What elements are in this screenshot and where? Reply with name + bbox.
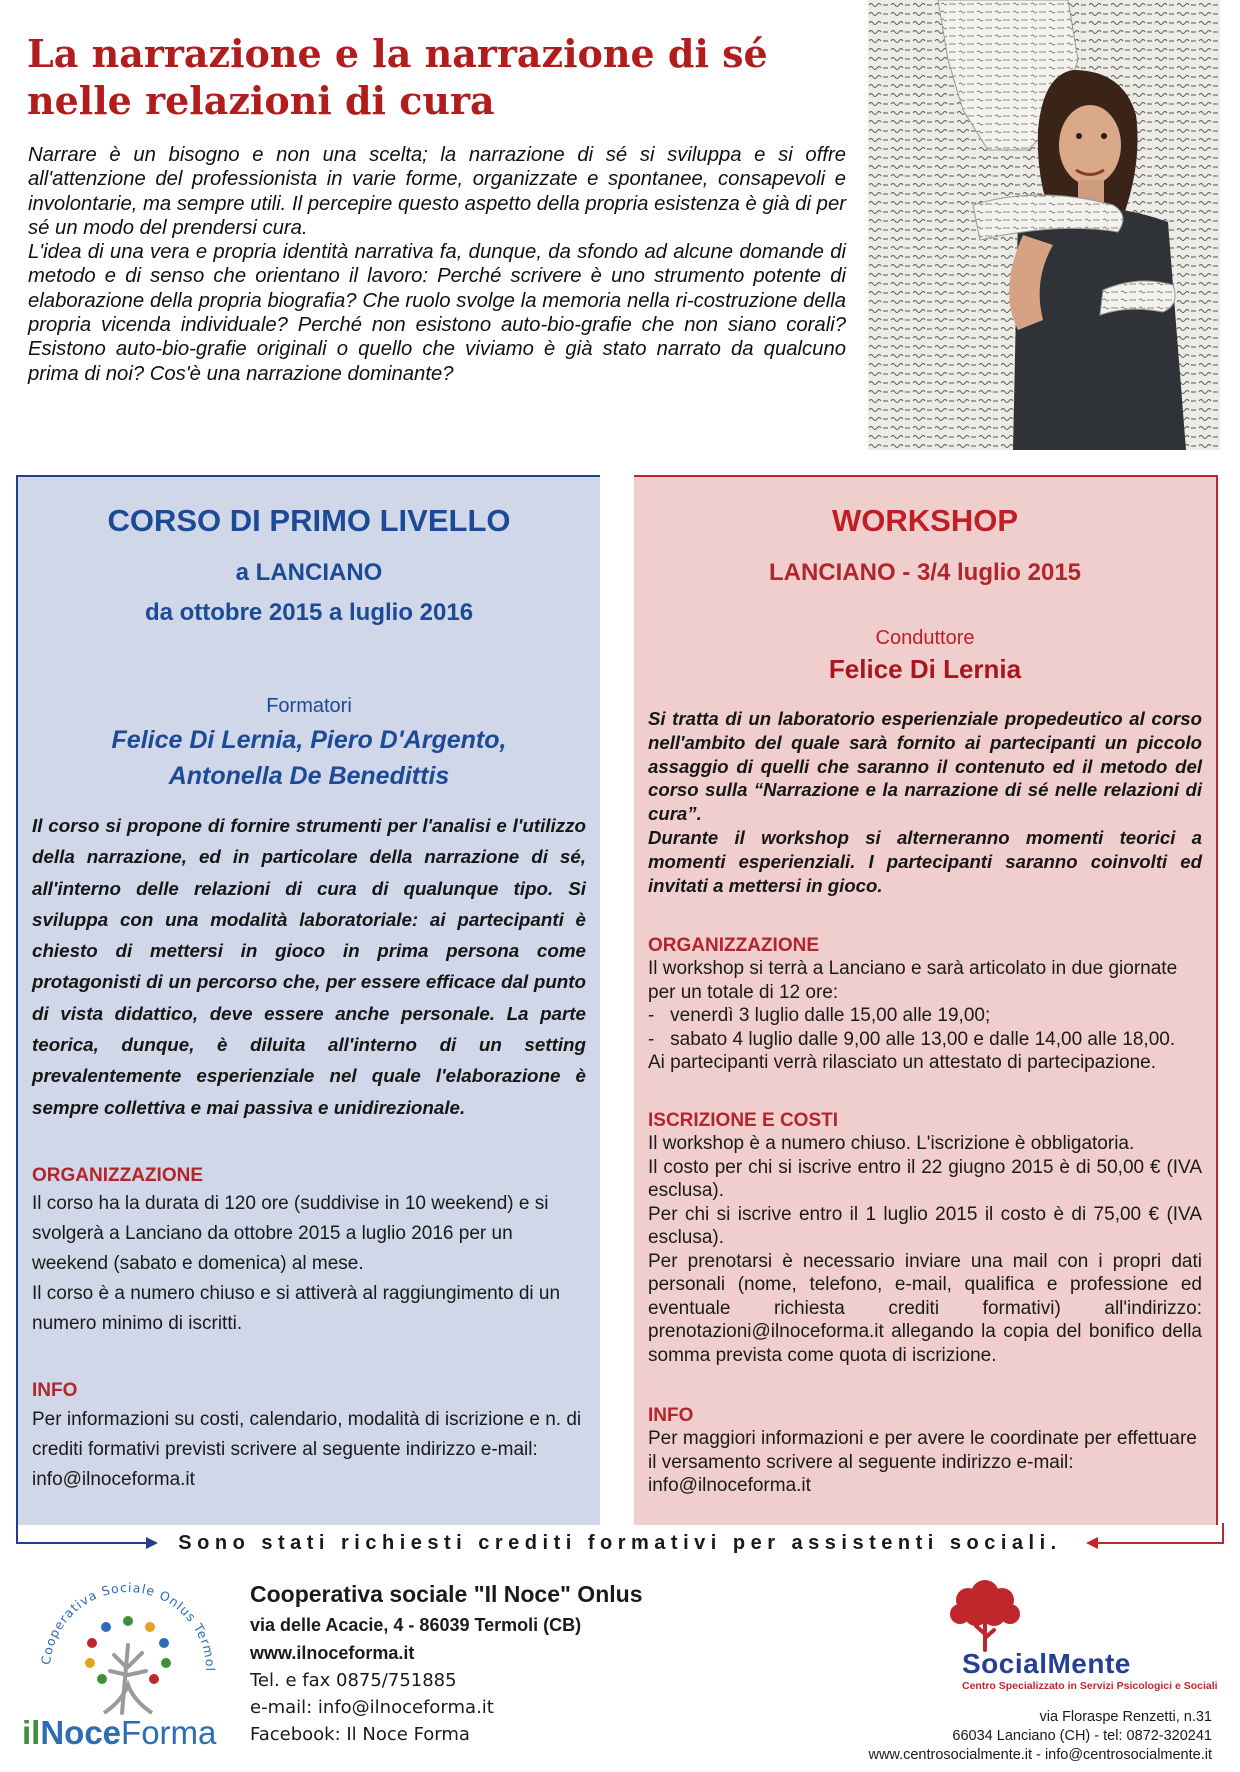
intro-text — [28, 143, 846, 386]
workshop-costs-paragraph-1: Il workshop è a numero chiuso. L'iscrizione è obbligatoria. — [648, 1133, 1135, 1154]
course-organization — [32, 1189, 586, 1339]
title-line-1: La narrazione e la narrazione di sé — [27, 31, 768, 76]
logo-word-il: il — [22, 1714, 41, 1751]
hero-photo-illustration — [868, 0, 1220, 450]
course-location: a LANCIANO — [235, 559, 383, 586]
organizer-website[interactable]: www.ilnoceforma.it — [250, 1643, 415, 1663]
course-org-paragraph-2: Il corso è a numero chiuso e si attiverà al raggiungimento di un numero minimo di iscritti. — [32, 1283, 561, 1334]
socialmente-address-3[interactable]: www.centrosocialmente.it - info@centrosocialmente.it — [868, 1747, 1212, 1763]
workshop-org-intro: Il workshop si terrà a Lanciano e sarà articolato in due giornate per un totale di 12 ore: — [648, 958, 1178, 1003]
workshop-org-heading: ORGANIZZAZIONE — [648, 935, 819, 956]
socialmente-address-1: via Floraspe Renzetti, n.31 — [1039, 1709, 1212, 1725]
socialmente-contact — [868, 1708, 1212, 1765]
organizer-phone: Tel. e fax 0875/751885 — [250, 1670, 457, 1691]
ilnoceforma-logo — [22, 1575, 234, 1755]
workshop-costs-paragraph-4: Per prenotarsi è necessario inviare una mail con i propri dati personali (nome, telefono, e-mail, qualifica e professione ed eventuale richiesta crediti formativi) all'indirizzo: prenotazioni@ilnoceforma.it allegando la copia del bonifico della somma prevista come quota di iscrizione. — [648, 1250, 1202, 1366]
organizer-name: Cooperativa sociale "Il Noce" Onlus — [250, 1581, 643, 1607]
workshop-description — [648, 707, 1202, 897]
course-info-heading: INFO — [32, 1380, 78, 1401]
socialmente-brand — [962, 1648, 1218, 1692]
intro-paragraph-1: Narrare è un bisogno e non una scelta; la narrazione di sé si sviluppa e si offre all'attenzione del professionista in varie forme, organizzate e spontanee, consapevoli e involontarie, ma sempre utili. Il percepire questo aspetto della propria esistenza è già di per sé un modo del prendersi cura. — [28, 144, 846, 239]
course-info-text: Per informazioni su costi, calendario, modalità di iscrizione e n. di crediti formativi previsti scrivere al seguente indirizzo e-mail: info@ilnoceforma.it — [32, 1409, 582, 1490]
workshop-costs-paragraph-2: Il costo per chi si iscrive entro il 22 giugno 2015 è di 50,00 € (IVA esclusa). — [648, 1156, 1202, 1201]
course-trainers-line-2: Antonella De Benedittis — [168, 762, 450, 790]
workshop-costs — [648, 1132, 1202, 1367]
credits-note: Sono stati richiesti crediti formativi per assistenti sociali. — [178, 1532, 1062, 1554]
socialmente-name: SocialMente — [962, 1648, 1131, 1679]
organizer-email[interactable]: e-mail: info@ilnoceforma.it — [250, 1697, 494, 1718]
organizer-address: via delle Acacie, 4 - 86039 Termoli (CB) — [250, 1615, 582, 1635]
logo-arc-text: Cooperativa Sociale Onlus Termol — [38, 1579, 219, 1673]
credits-note-bar — [16, 1523, 1224, 1563]
workshop-org-item-1: - venerdì 3 luglio dalle 15,00 alle 19,00; — [648, 1005, 991, 1026]
workshop-org-outro: Ai partecipanti verrà rilasciato un attestato di partecipazione. — [648, 1052, 1156, 1073]
course-dates: da ottobre 2015 a luglio 2016 — [144, 599, 474, 626]
workshop-title: WORKSHOP — [832, 503, 1018, 538]
workshop-conductor-name: Felice Di Lernia — [828, 654, 1022, 684]
hero-photo — [868, 0, 1220, 450]
socialmente-tagline: Centro Specializzato in Servizi Psicologici e Sociali — [962, 1680, 1218, 1692]
brain-tree-icon — [940, 1572, 1030, 1652]
title-line-2: nelle relazioni di cura — [27, 78, 495, 123]
workshop-description-paragraph-2: Durante il workshop si alterneranno momenti teorici a momenti esperienziali. I partecipanti saranno coinvolti ed invitati a mettersi in gioco. — [648, 826, 1202, 896]
logo-word-noce: Noce — [40, 1714, 122, 1751]
course-trainers-line-1: Felice Di Lernia, Piero D'Argento, — [111, 726, 507, 754]
organizer-facebook[interactable]: Facebook: Il Noce Forma — [250, 1724, 470, 1745]
workshop-panel — [634, 475, 1218, 1525]
workshop-info — [648, 1427, 1202, 1498]
workshop-costs-paragraph-3: Per chi si iscrive entro il 1 luglio 2015 il costo è di 75,00 € (IVA esclusa). — [648, 1203, 1202, 1248]
organizer-contact — [250, 1578, 710, 1748]
workshop-org-item-2: - sabato 4 luglio dalle 9,00 alle 13,00 e dalle 14,00 alle 18,00. — [648, 1028, 1176, 1050]
course-org-paragraph-1: Il corso ha la durata di 120 ore (suddivise in 10 weekend) e si svolgerà a Lanciano da ottobre 2015 a luglio 2016 per un weekend (sabato e domenica) al mese. — [32, 1193, 549, 1274]
workshop-description-paragraph-1: Si tratta di un laboratorio esperienziale propedeutico al corso nell'ambito del quale sarà fornito ai partecipanti un piccolo assaggio di quelli che saranno il contenuto ed il metodo del corso sulla “Narrazione e la narrazione di sé nelle relazioni di cura”. — [648, 708, 1202, 825]
course-trainers — [30, 722, 588, 794]
logo-wordmark — [22, 1713, 216, 1753]
workshop-info-text: Per maggiori informazioni e per avere le coordinate per effettuare il versamento scrivere al seguente indirizzo e-mail: info@ilnoceforma.it — [648, 1428, 1197, 1496]
course-org-heading: ORGANIZZAZIONE — [32, 1165, 203, 1186]
workshop-conductor-label: Conduttore — [875, 627, 975, 649]
svg-text:Cooperativa Sociale Onlus Term — [22, 1575, 218, 1672]
intro-paragraph-2: L'idea di una vera e propria identità narrativa fa, dunque, da sfondo ad alcune domande di metodo e di senso che orientano il lavoro: Perché scrivere è uno strumento potente di elaborazione della propria biografia? Che ruolo svolge la memoria nella ri-costruzione della propria vicenda individuale? Perché non esistono auto-bio-grafie che non siano corali? Esistono auto-bio-grafie originali o quello che viviamo è già stato narrato da qualcuno prima di noi? Cos'è una narrazione dominante? — [28, 241, 846, 385]
page-title — [27, 30, 847, 124]
socialmente-address-2: 66034 Lanciano (CH) - tel: 0872-320241 — [952, 1728, 1212, 1744]
course-info — [32, 1405, 586, 1495]
course-title: CORSO DI PRIMO LIVELLO — [107, 503, 511, 538]
logo-word-forma: Forma — [121, 1714, 217, 1751]
tree-logo-icon — [22, 1575, 234, 1715]
workshop-location-dates: LANCIANO - 3/4 luglio 2015 — [768, 559, 1082, 586]
workshop-costs-heading: ISCRIZIONE E COSTI — [648, 1110, 839, 1131]
course-trainers-label: Formatori — [266, 695, 352, 717]
course-description — [32, 810, 586, 1123]
socialmente-brain-logo — [940, 1572, 1030, 1652]
course-panel — [16, 475, 600, 1525]
course-description-text: Il corso si propone di fornire strumenti per l'analisi e l'utilizzo della narrazione, ed in particolare della narrazione di sé, all'interno delle relazioni di cura di qualunque tipo. Si sviluppa con una modalità laboratoriale: ai partecipanti è chiesto di mettersi in gioco in prima persona come protagonisti di un percorso che, per essere efficace dal punto di vista didattico, deve essere anche personale. La parte teorica, dunque, è diluita all'interno di un setting prevalentemente esperienziale nel quale l'elaborazione è sempre collettiva e mai passiva e unidirezionale. — [32, 815, 586, 1118]
workshop-info-heading: INFO — [648, 1405, 694, 1426]
workshop-organization — [648, 957, 1202, 1075]
